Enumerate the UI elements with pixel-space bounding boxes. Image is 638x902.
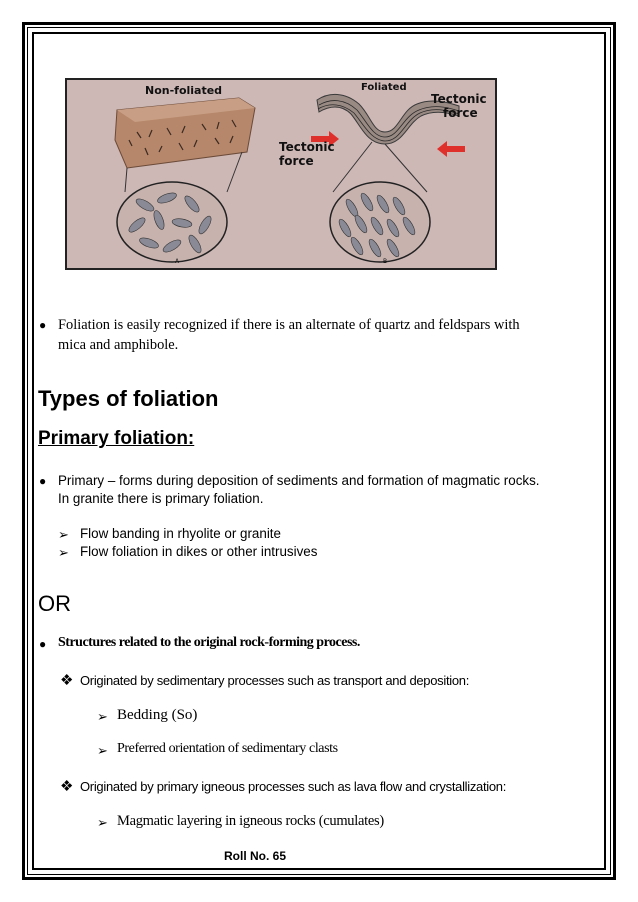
- arrowhead-bullet-icon: ➢: [97, 709, 108, 724]
- label-tectonic-right-word1: Tectonic: [431, 92, 487, 106]
- label-tectonic-right-word2: force: [443, 106, 478, 120]
- bullet-dot: ●: [39, 637, 47, 651]
- arrowhead-bullet-icon: ➢: [58, 527, 69, 542]
- bullet-dot: ●: [39, 474, 47, 488]
- foliation-figure: [65, 78, 497, 270]
- label-tectonic-left-word1: Tectonic: [279, 140, 335, 154]
- primary-list-item: Flow foliation in dikes or other intrusives: [80, 544, 318, 559]
- arrowhead-bullet-icon: ➢: [97, 815, 108, 830]
- sedimentary-heading: Originated by sedimentary processes such as transport and deposition:: [80, 673, 470, 688]
- sedimentary-item: Preferred orientation of sedimentary clasts: [117, 741, 338, 756]
- label-tectonic-left-word2: force: [279, 154, 314, 168]
- primary-line-1: Primary – forms during deposition of sediments and formation of magmatic rocks.: [58, 473, 540, 488]
- label-nonfoliated: Non-foliated: [145, 84, 223, 97]
- intro-line-1: Foliation is easily recognized if there is an alternate of quartz and feldspars with: [58, 317, 520, 333]
- structures-line: Structures related to the original rock-forming process.: [58, 635, 360, 650]
- label-tectonic-force-right: [431, 92, 487, 120]
- diamond-bullet-icon: ❖: [60, 672, 74, 689]
- arrowhead-bullet-icon: ➢: [58, 545, 69, 560]
- bullet-dot: ●: [39, 318, 47, 332]
- igneous-item: Magmatic layering in igneous rocks (cumulates): [117, 813, 384, 829]
- label-tectonic-force-left: [279, 140, 335, 168]
- igneous-heading: Originated by primary igneous processes such as lava flow and crystallization:: [80, 779, 507, 794]
- heading-primary-foliation: Primary foliation:: [38, 428, 195, 449]
- sedimentary-item: Bedding (So): [117, 707, 198, 723]
- primary-list-item: Flow banding in rhyolite or granite: [80, 526, 281, 541]
- label-b: B: [383, 258, 388, 265]
- primary-line-2: In granite there is primary foliation.: [58, 491, 264, 506]
- diamond-bullet-icon: ❖: [60, 778, 74, 795]
- intro-line-2: mica and amphibole.: [58, 337, 179, 353]
- footer-roll-number: Roll No. 65: [224, 849, 287, 863]
- heading-types-of-foliation: Types of foliation: [38, 386, 219, 411]
- arrowhead-bullet-icon: ➢: [97, 743, 108, 758]
- or-separator: OR: [38, 591, 71, 616]
- label-a: A: [175, 258, 180, 265]
- label-foliated: Foliated: [361, 82, 407, 93]
